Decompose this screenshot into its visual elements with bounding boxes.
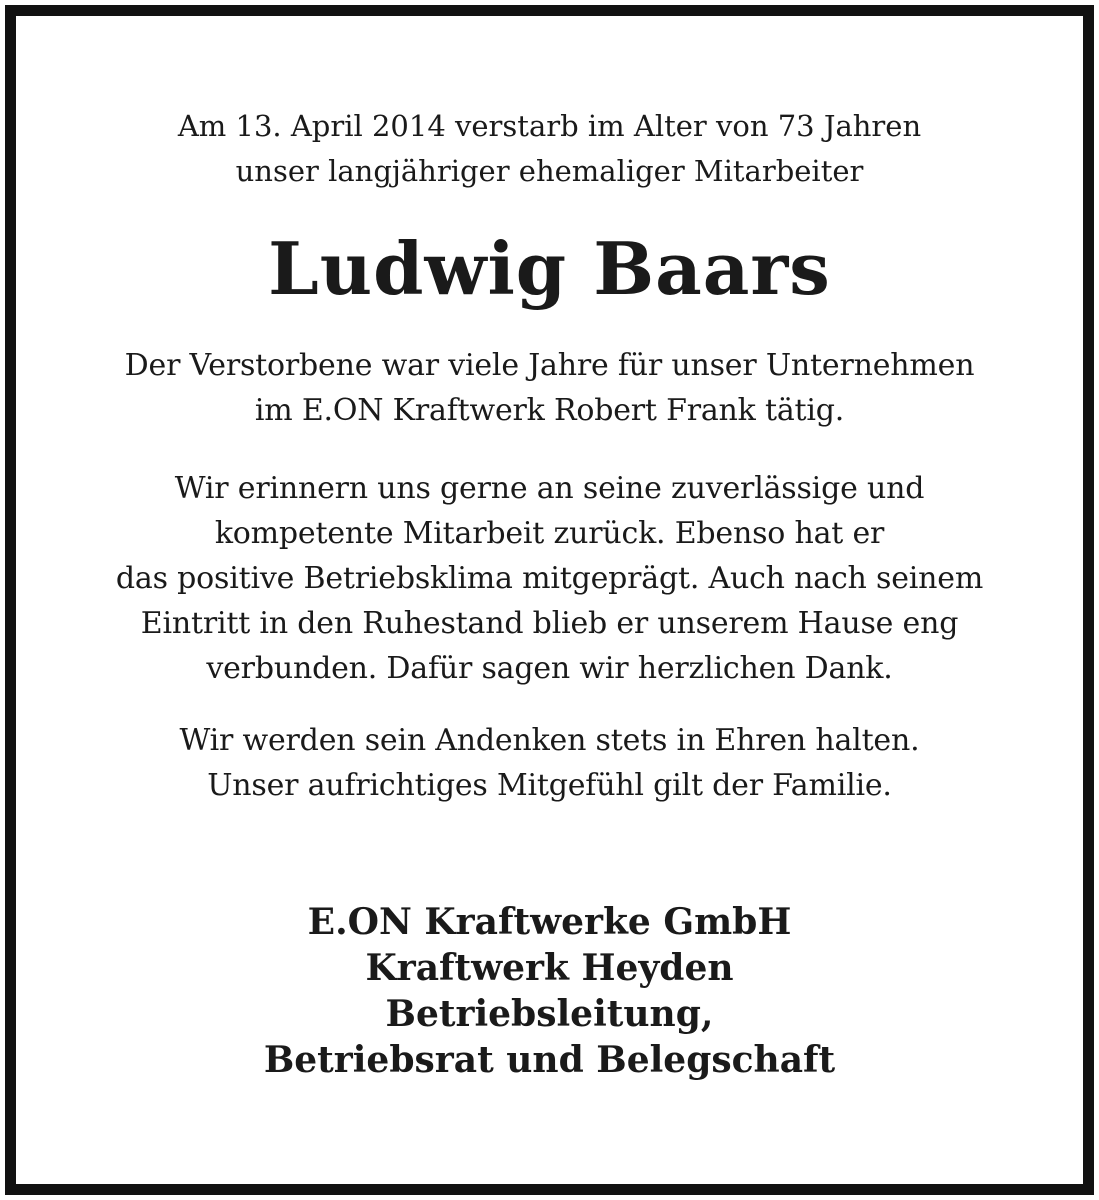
signature-line: Betriebsrat und Belegschaft bbox=[263, 1039, 836, 1081]
deceased-name: Ludwig Baars bbox=[268, 226, 831, 311]
paragraph-line: verbunden. Dafür sagen wir herzlichen Dank. bbox=[206, 651, 893, 686]
intro-text bbox=[16, 104, 1083, 194]
signature-line: E.ON Kraftwerke GmbH bbox=[307, 901, 792, 943]
paragraph-employment bbox=[16, 343, 1083, 433]
signature-line: Kraftwerk Heyden bbox=[365, 947, 734, 989]
paragraph-line: das positive Betriebsklima mitgeprägt. Auch nach seinem bbox=[115, 561, 984, 596]
intro-line: unser langjähriger ehemaliger Mitarbeiter bbox=[235, 154, 864, 188]
paragraph-remembrance bbox=[16, 466, 1083, 691]
paragraph-line: Eintritt in den Ruhestand blieb er unserem Hause eng bbox=[140, 606, 959, 641]
signature-block bbox=[16, 899, 1083, 1083]
paragraph-line: Der Verstorbene war viele Jahre für unser Unternehmen bbox=[124, 348, 975, 383]
signature-line: Betriebsleitung, bbox=[385, 993, 714, 1035]
paragraph-condolence bbox=[16, 718, 1083, 808]
obituary-frame bbox=[5, 5, 1094, 1195]
paragraph-line: im E.ON Kraftwerk Robert Frank tätig. bbox=[254, 393, 845, 428]
paragraph-line: kompetente Mitarbeit zurück. Ebenso hat er bbox=[214, 516, 885, 551]
paragraph-line: Wir werden sein Andenken stets in Ehren halten. bbox=[179, 723, 920, 758]
obituary-content bbox=[16, 16, 1083, 1184]
paragraph-line: Unser aufrichtiges Mitgefühl gilt der Familie. bbox=[207, 768, 892, 803]
paragraph-line: Wir erinnern uns gerne an seine zuverlässige und bbox=[174, 471, 925, 506]
intro-line: Am 13. April 2014 verstarb im Alter von 73 Jahren bbox=[177, 109, 922, 143]
